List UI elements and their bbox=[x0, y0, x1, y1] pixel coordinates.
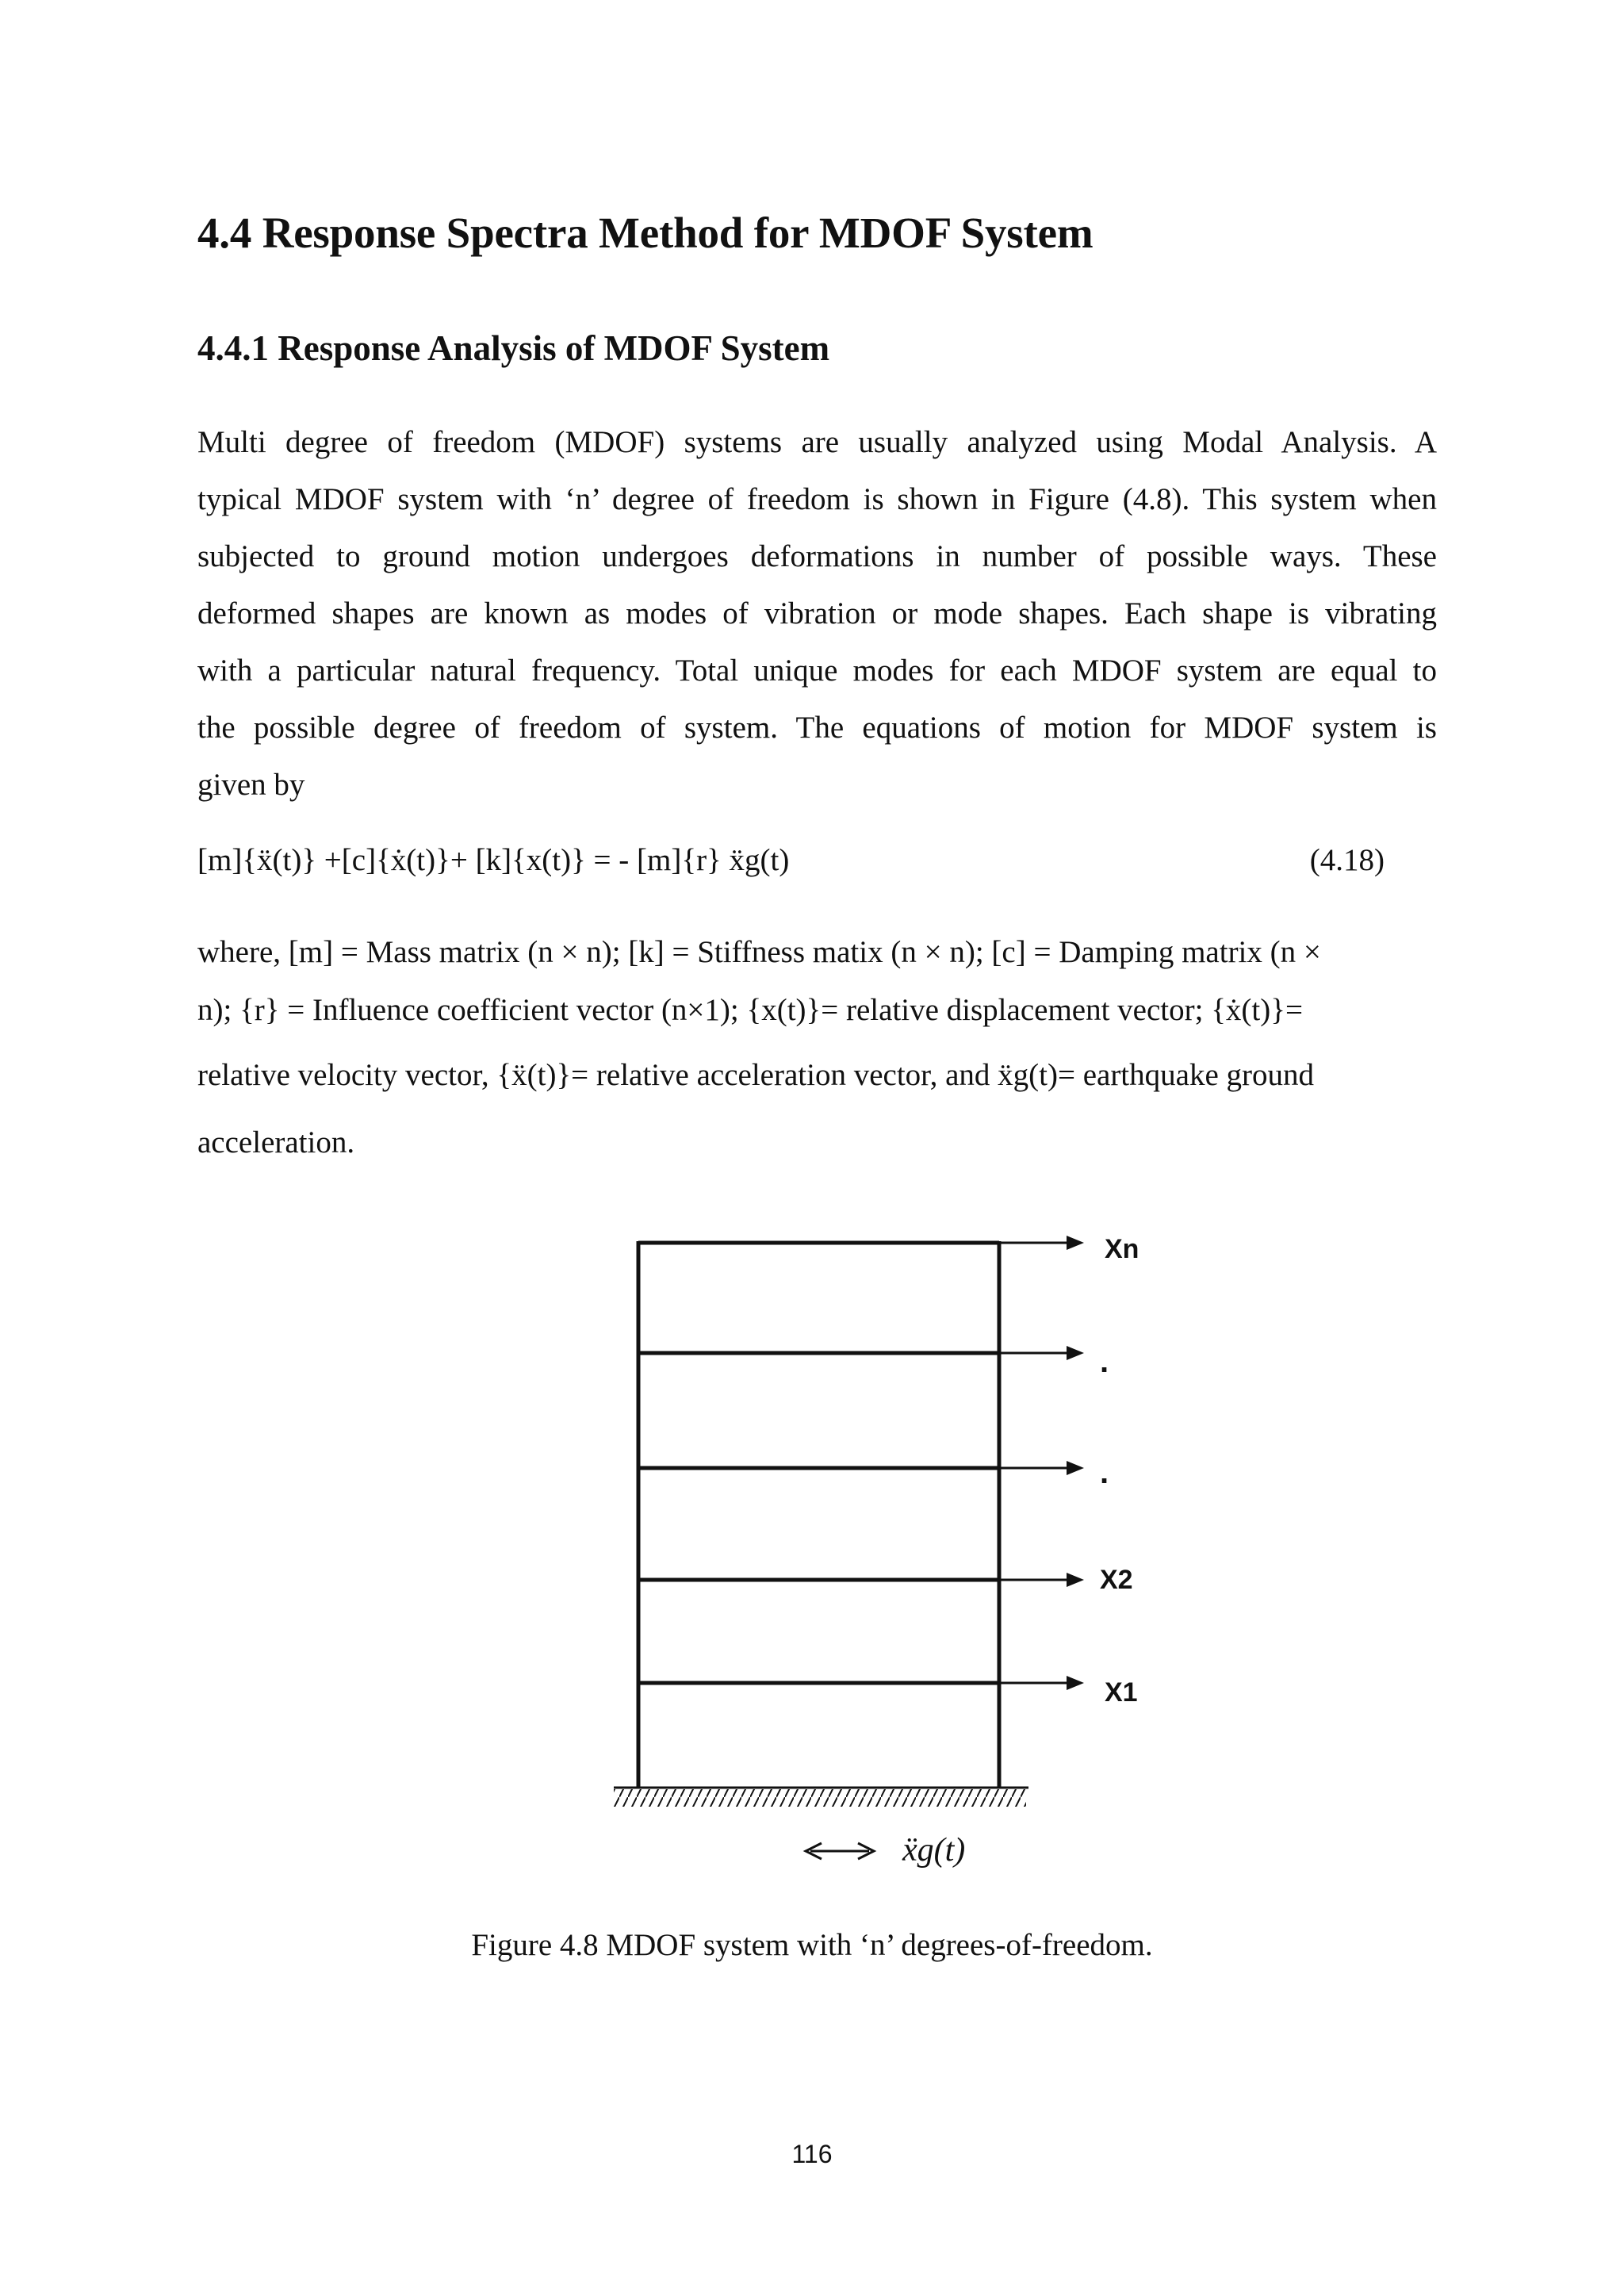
dof-label-1: X1 bbox=[1105, 1677, 1138, 1708]
paragraph-line-5: with a particular natural frequency. Total unique modes for each MDOF system are equal to bbox=[197, 654, 1437, 688]
paragraph-line-1: Multi degree of freedom (MDOF) systems are usually analyzed using Modal Analysis. A bbox=[197, 425, 1437, 459]
paragraph-line-2: typical MDOF system with ‘n’ degree of freedom is shown in Figure (4.8). This system when bbox=[197, 482, 1437, 516]
paragraph-line-7: given by bbox=[197, 768, 305, 802]
ground-motion-label: ẍg(t) bbox=[902, 1832, 966, 1869]
subsection-title: 4.4.1 Response Analysis of MDOF System bbox=[197, 328, 830, 368]
equation-number: (4.18) bbox=[1309, 843, 1385, 877]
page-number: 116 bbox=[791, 2140, 833, 2168]
dof-label-n: Xn bbox=[1105, 1234, 1139, 1264]
section-title: 4.4 Response Spectra Method for MDOF System bbox=[197, 209, 1094, 257]
where-line-4: acceleration. bbox=[197, 1125, 355, 1159]
where-line-3: relative velocity vector, {ẍ(t)}= relative acceleration vector, and ẍg(t)= earthquake ground bbox=[197, 1058, 1314, 1092]
dof-arrow-1 bbox=[999, 1676, 1084, 1690]
dof-arrow-3 bbox=[999, 1461, 1084, 1475]
paragraph-line-4: deformed shapes are known as modes of vibration or mode shapes. Each shape is vibrating bbox=[197, 596, 1437, 631]
paragraph-line-6: the possible degree of freedom of system. The equations of motion for MDOF system is bbox=[197, 711, 1437, 745]
dof-arrow-2 bbox=[999, 1573, 1084, 1587]
figure-caption: Figure 4.8 MDOF system with ‘n’ degrees-of-freedom. bbox=[471, 1928, 1153, 1962]
dof-label-2: X2 bbox=[1100, 1565, 1133, 1595]
dof-arrow-n bbox=[999, 1236, 1084, 1250]
ground-hatch bbox=[614, 1789, 1026, 1807]
where-line-1: where, [m] = Mass matrix (n × n); [k] = Stiffness matix (n × n); [c] = Damping matrix (n × bbox=[197, 935, 1321, 969]
ground-motion-arrow bbox=[806, 1843, 874, 1859]
dof-label-dot-2: . bbox=[1100, 1455, 1109, 1490]
equation-body: [m]{ẍ(t)} +[c]{ẋ(t)}+ [k]{x(t)} = - [m]{r} ẍg(t) bbox=[197, 843, 790, 877]
dof-arrow-4 bbox=[999, 1346, 1084, 1360]
dof-label-dot-1: . bbox=[1100, 1344, 1109, 1379]
where-line-2: n); {r} = Influence coefficient vector (n×1); {x(t)}= relative displacement vector; {ẋ(t)}= bbox=[197, 993, 1303, 1027]
paragraph-line-3: subjected to ground motion undergoes deformations in number of possible ways. These bbox=[197, 539, 1437, 573]
